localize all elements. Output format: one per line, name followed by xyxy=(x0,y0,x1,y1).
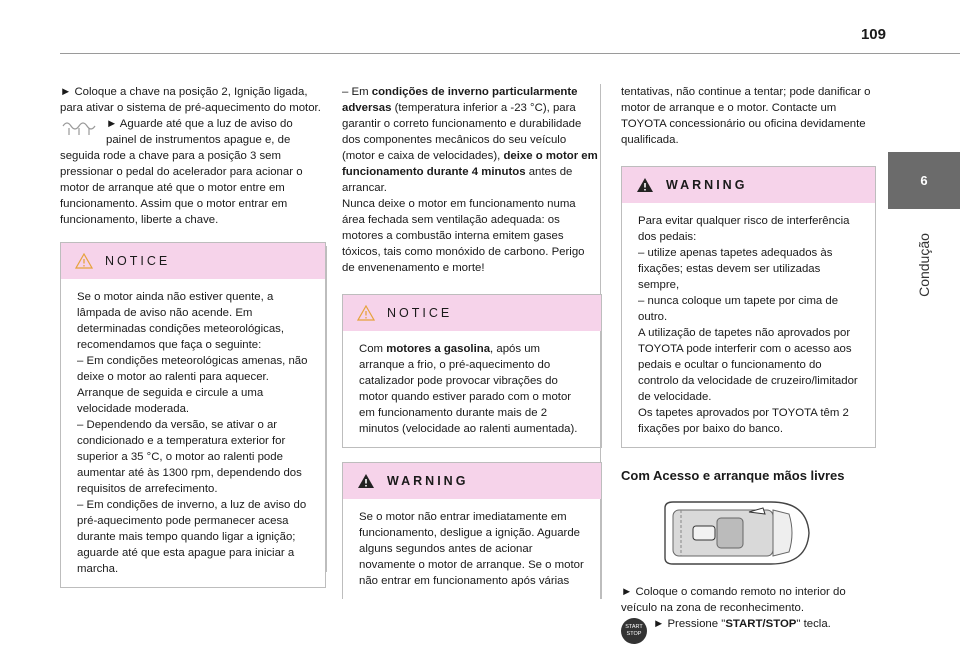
text-run: antes de arrancar. xyxy=(342,166,573,194)
chapter-label-area xyxy=(888,213,960,323)
warning-triangle-icon xyxy=(357,473,375,489)
notice-line: Se o motor ainda não estiver quente, a lâmpada de aviso não acende. Em determinadas condições meteorológicas, recomendamos que faça o seguinte: xyxy=(77,291,285,351)
paragraph xyxy=(359,341,587,437)
paragraph: ► Coloque a chave na posição 2, Ignição ligada, para ativar o sistema de pré-aquecimento do motor. xyxy=(60,86,321,114)
paragraph xyxy=(621,616,874,632)
chapter-label: Condução xyxy=(916,233,932,297)
notice-box xyxy=(60,242,326,588)
text-run: , após um arranque a frio, o pré-aquecimento do catalizador pode provocar vibrações do motor quando estiver parado com o motor em funcionamento durante mais de 2 minutos (velocidade ao ralenti aumentada). xyxy=(359,343,578,435)
warning-title: WARNING xyxy=(387,474,469,488)
warning-header xyxy=(343,463,601,499)
warning-header xyxy=(622,167,875,203)
warning-line: – nunca coloque um tapete por cima de outro. xyxy=(638,295,839,323)
start-stop-button-icon xyxy=(621,618,647,644)
paragraph: ► Coloque o comando remoto no interior do veículo na zona de reconhecimento. xyxy=(621,586,846,614)
notice-line: – Em condições de inverno, a luz de aviso do pré-aquecimento pode permanecer acesa durante mais tempo quando ligar a ignição; aguarde até que esta apague para iniciar a marcha. xyxy=(77,499,307,575)
warning-box xyxy=(621,166,876,448)
car-topview-illustration xyxy=(661,498,813,568)
bold-run: START/STOP xyxy=(725,618,797,630)
text-run: " tecla. xyxy=(796,618,831,630)
paragraph: tentativas, não continue a tentar; pode danificar o motor de arranque e o motor. Contacte um TOYOTA concessionário ou oficina devidamente qualificada. xyxy=(621,86,871,146)
chapter-tab[interactable]: 6 xyxy=(888,152,960,209)
notice-header xyxy=(343,295,601,331)
warning-body xyxy=(343,499,601,599)
warning-line: A utilização de tapetes não aprovados por TOYOTA pode interferir com o acesso aos pedais e ocultar o funcionamento do controlo da velocidade de cruzeiro/limitador de velocidade. xyxy=(638,327,858,403)
warning-line: Os tapetes aprovados por TOYOTA têm 2 fixações por baixo do banco. xyxy=(638,407,849,435)
continued-box-text xyxy=(342,84,600,276)
paragraph xyxy=(342,84,600,196)
text-run: Com xyxy=(359,343,387,355)
page-number: 109 xyxy=(860,26,886,43)
warning-triangle-icon xyxy=(636,177,654,193)
notice-box xyxy=(342,294,602,448)
column-1 xyxy=(60,84,326,588)
bold-run: condições de inverno particularmente adversas xyxy=(342,86,578,114)
text-run: ► Pressione " xyxy=(653,618,726,630)
text-run: (temperatura inferior a -23 °C), para garantir o correto funcionamento e durabilidade dos componentes mecânicos do seu veículo (motor e caixa de velocidades), xyxy=(342,102,582,162)
notice-line: – Dependendo da versão, se ativar o ar condicionado e a temperatura exterior for superior a 35 °C, o motor ao ralenti pode aumentar até às 1300 rpm, dependendo dos requisitos de arrefecimento. xyxy=(77,419,302,495)
notice-body xyxy=(343,331,601,447)
text-run: – Em xyxy=(342,86,372,98)
warning-title: WARNING xyxy=(666,178,748,192)
caution-triangle-icon xyxy=(75,253,93,269)
warning-body xyxy=(622,203,875,447)
bold-run: motores a gasolina xyxy=(386,343,491,355)
stop-icon-label: STOP xyxy=(626,631,642,637)
notice-line: – Em condições meteorológicas amenas, não deixe o motor ao ralenti para aquecer. Arranque de seguida e circule a uma velocidade moderada. xyxy=(77,355,308,415)
start-icon-label: START xyxy=(625,624,643,630)
column-3 xyxy=(621,84,874,644)
warning-line: – utilize apenas tapetes adequados às fixações; estas devem ser utilizadas sempre, xyxy=(638,247,833,291)
notice-header xyxy=(61,243,325,279)
column-rule xyxy=(326,246,327,572)
notice-title: NOTICE xyxy=(387,306,453,320)
caution-triangle-icon xyxy=(357,305,375,321)
paragraph: Se o motor não entrar imediatamente em funcionamento, desligue a ignição. Aguarde alguns segundos antes de acionar novamente o motor de arranque. Se o motor não entrar em funcionamento após várias xyxy=(359,511,584,587)
header-rule xyxy=(60,53,960,54)
notice-body xyxy=(61,279,325,587)
paragraph: Nunca deixe o motor em funcionamento numa área fechada sem ventilação adequada: os motores a combustão interna emitem gases tóxicos, tais como monóxido de carbono. Perigo de envenenamento e morte! xyxy=(342,198,585,274)
preheat-lamp-icon xyxy=(60,118,98,136)
warning-line: Para evitar qualquer risco de interferência dos pedais: xyxy=(638,215,850,243)
warning-box xyxy=(342,462,602,599)
column-2 xyxy=(342,84,600,599)
bold-run: deixe o motor em funcionamento durante 4 minutos xyxy=(342,150,598,178)
section-heading: Com Acesso e arranque mãos livres xyxy=(621,468,845,483)
paragraph: ► Aguarde até que a luz de aviso do painel de instrumentos apague e, de seguida rode a chave para a posição 3 sem pressionar o pedal do acelerador para acionar o motor de arranque até que o motor entre em funcionamento. Assim que o motor entrar em funcionamento, liberte a chave. xyxy=(60,118,303,226)
notice-title: NOTICE xyxy=(105,254,171,268)
